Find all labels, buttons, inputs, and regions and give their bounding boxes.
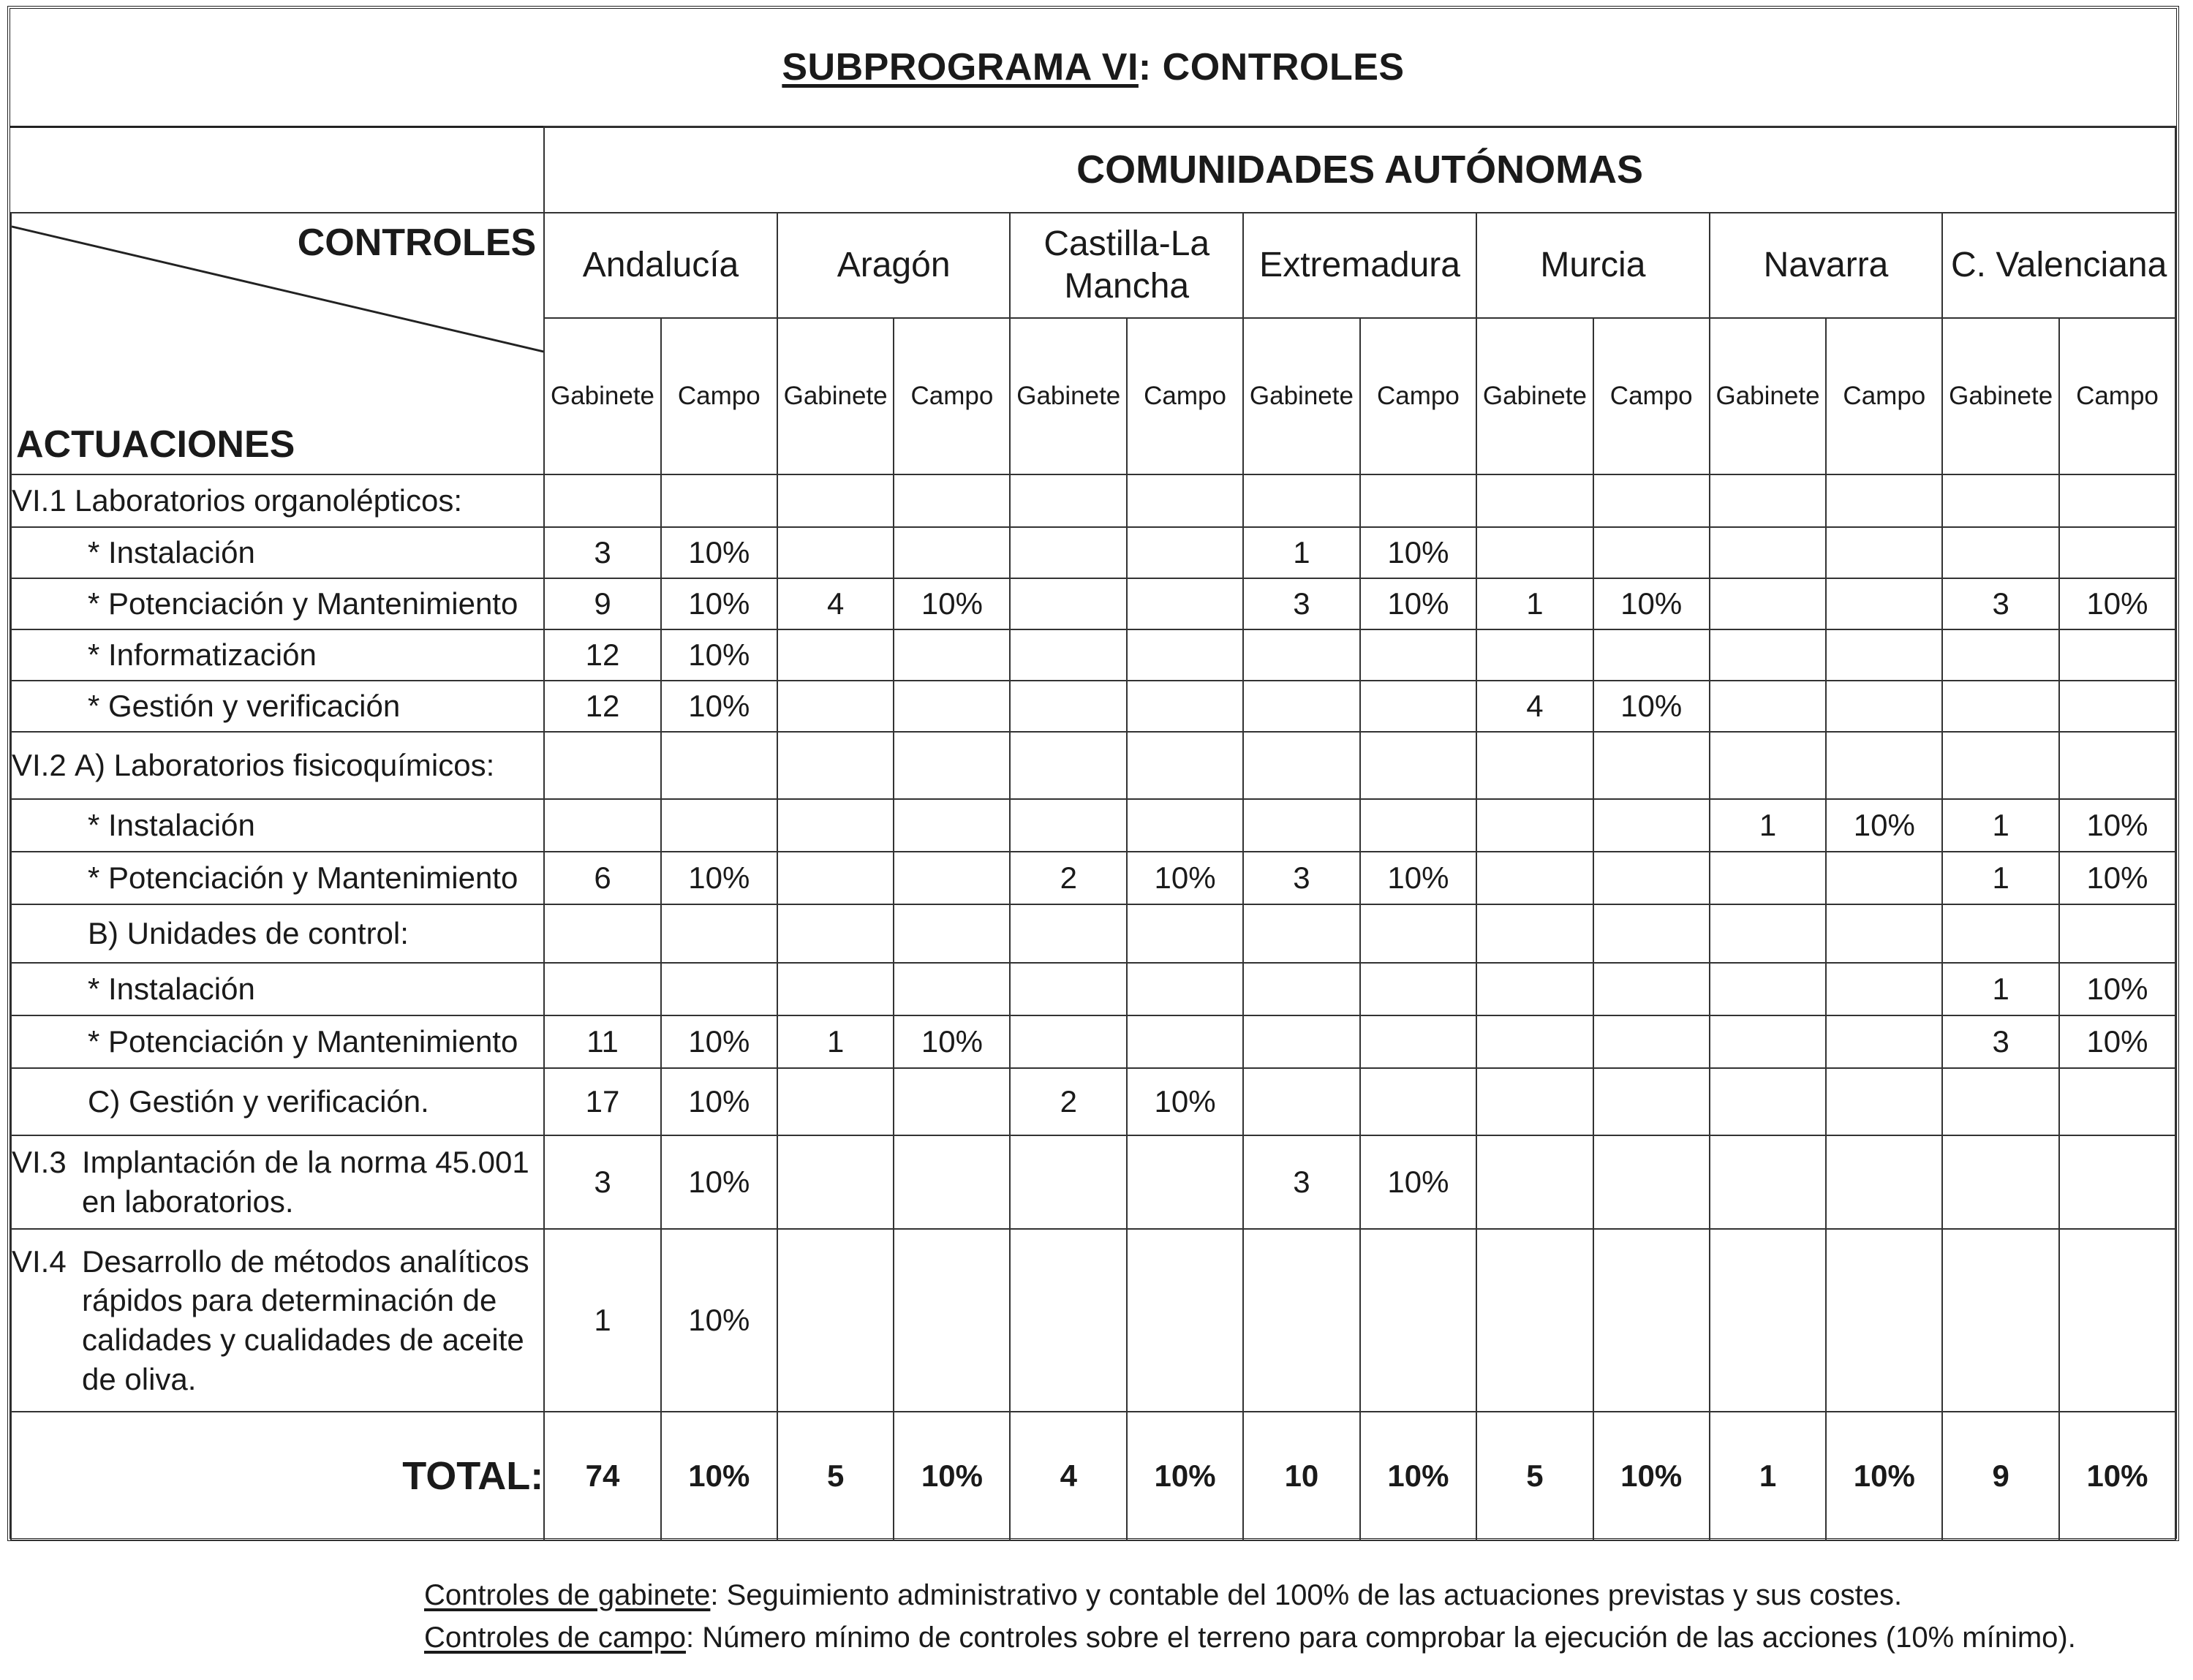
table-row: [11, 629, 2175, 681]
gabinete-cell: 1: [1476, 578, 1593, 629]
gabinete-cell: 1: [544, 1229, 661, 1412]
gabinete-cell: [1942, 629, 2059, 681]
row-label: [11, 904, 544, 963]
gabinete-cell: 1: [1942, 963, 2059, 1015]
gabinete-cell: [1476, 1135, 1593, 1229]
campo-cell: 10%: [1360, 578, 1476, 629]
total-campo-cell: 10%: [1360, 1412, 1476, 1540]
gabinete-cell: [1710, 1015, 1827, 1068]
gabinete-cell: [1010, 474, 1127, 527]
campo-cell: 10%: [1593, 681, 1710, 732]
subheader-gabinete: Gabinete: [1942, 318, 2059, 474]
gabinete-cell: [777, 963, 894, 1015]
gabinete-cell: [1010, 578, 1127, 629]
gabinete-cell: [1010, 629, 1127, 681]
gabinete-cell: [1942, 904, 2059, 963]
row-label: [11, 732, 544, 799]
subheader-gabinete: Gabinete: [1710, 318, 1827, 474]
gabinete-cell: [777, 799, 894, 852]
campo-cell: [1360, 799, 1476, 852]
row-label: [11, 1229, 544, 1412]
row-code: VI.3: [12, 1145, 67, 1180]
gabinete-cell: [1942, 732, 2059, 799]
subheader-campo: Campo: [1593, 318, 1710, 474]
campo-cell: [661, 732, 777, 799]
campo-cell: [1593, 732, 1710, 799]
gabinete-cell: 1: [1710, 799, 1827, 852]
campo-cell: [2059, 629, 2175, 681]
gabinete-cell: [777, 474, 894, 527]
gabinete-cell: [1476, 904, 1593, 963]
campo-cell: [894, 799, 1010, 852]
gabinete-cell: [1476, 963, 1593, 1015]
campo-cell: [1593, 1015, 1710, 1068]
campo-cell: [1360, 474, 1476, 527]
gabinete-cell: 3: [1942, 1015, 2059, 1068]
campo-cell: 10%: [661, 1068, 777, 1135]
note-campo-term: Controles de campo: [424, 1622, 686, 1654]
table-row: [11, 1229, 2175, 1412]
campo-cell: [1360, 963, 1476, 1015]
subheader-campo: Campo: [1127, 318, 1243, 474]
total-gabinete-cell: 10: [1243, 1412, 1360, 1540]
campo-cell: 10%: [661, 681, 777, 732]
gabinete-cell: 6: [544, 852, 661, 904]
gabinete-cell: 11: [544, 1015, 661, 1068]
gabinete-cell: [1710, 1135, 1827, 1229]
gabinete-cell: [1243, 1068, 1360, 1135]
campo-cell: [1593, 474, 1710, 527]
gabinete-cell: [1476, 527, 1593, 578]
gabinete-cell: [1710, 963, 1827, 1015]
gabinete-cell: [1476, 629, 1593, 681]
campo-cell: [1826, 904, 1942, 963]
total-row: [11, 1412, 2175, 1540]
total-campo-cell: 10%: [1593, 1412, 1710, 1540]
gabinete-cell: [1710, 852, 1827, 904]
row-label: [11, 578, 544, 629]
gabinete-cell: 1: [1942, 852, 2059, 904]
campo-cell: [1826, 1135, 1942, 1229]
table-row: [11, 578, 2175, 629]
region-aragon: Aragón: [777, 213, 1011, 318]
campo-cell: [894, 1135, 1010, 1229]
campo-cell: 10%: [661, 1135, 777, 1229]
row-label: [11, 799, 544, 852]
campo-cell: 10%: [2059, 852, 2175, 904]
gabinete-cell: [1710, 1068, 1827, 1135]
region-andalucia: Andalucía: [544, 213, 777, 318]
campo-cell: 10%: [2059, 1015, 2175, 1068]
gabinete-cell: [1710, 904, 1827, 963]
table-row: [11, 904, 2175, 963]
table-row: [11, 681, 2175, 732]
region-castilla-label: Castilla-La Mancha: [1043, 224, 1210, 306]
campo-cell: 10%: [2059, 578, 2175, 629]
campo-cell: [1360, 1015, 1476, 1068]
gabinete-cell: 1: [1942, 799, 2059, 852]
corner-controles: CONTROLES: [297, 222, 537, 264]
subheader-gabinete: Gabinete: [544, 318, 661, 474]
region-murcia: Murcia: [1476, 213, 1710, 318]
gabinete-cell: 4: [1476, 681, 1593, 732]
table-row: [11, 527, 2175, 578]
gabinete-cell: [777, 681, 894, 732]
controls-table: [10, 126, 2176, 1541]
total-gabinete-cell: 5: [777, 1412, 894, 1540]
campo-cell: [1360, 1068, 1476, 1135]
gabinete-cell: [1476, 732, 1593, 799]
campo-cell: [1826, 1229, 1942, 1412]
campo-cell: 10%: [1127, 1068, 1243, 1135]
campo-cell: [1826, 578, 1942, 629]
campo-cell: [2059, 681, 2175, 732]
campo-cell: [1593, 904, 1710, 963]
gabinete-cell: 17: [544, 1068, 661, 1135]
total-campo-cell: 10%: [661, 1412, 777, 1540]
gabinete-cell: 1: [1243, 527, 1360, 578]
campo-cell: 10%: [661, 629, 777, 681]
region-c-valenciana: C. Valenciana: [1942, 213, 2175, 318]
gabinete-cell: [1710, 1229, 1827, 1412]
campo-cell: [1826, 732, 1942, 799]
row-label: [11, 681, 544, 732]
gabinete-cell: [1476, 799, 1593, 852]
total-gabinete-cell: 9: [1942, 1412, 2059, 1540]
campo-cell: 10%: [661, 852, 777, 904]
gabinete-cell: 3: [1243, 578, 1360, 629]
campo-cell: [1826, 1068, 1942, 1135]
gabinete-cell: [544, 904, 661, 963]
campo-cell: [2059, 1135, 2175, 1229]
campo-cell: 10%: [894, 578, 1010, 629]
communities-header: COMUNIDADES AUTÓNOMAS: [544, 126, 2175, 213]
campo-cell: 10%: [661, 527, 777, 578]
row-label-text: Laboratorios organolépticos:: [75, 483, 463, 518]
gabinete-cell: [544, 732, 661, 799]
campo-cell: [1593, 852, 1710, 904]
row-label-text: C) Gestión y verificación.: [88, 1084, 429, 1119]
row-label-text: * Potenciación y Mantenimiento: [88, 860, 518, 895]
gabinete-cell: [1942, 681, 2059, 732]
total-campo-cell: 10%: [894, 1412, 1010, 1540]
row-code: VI.2: [12, 748, 67, 782]
gabinete-cell: [1710, 474, 1827, 527]
row-label: [11, 1135, 544, 1229]
gabinete-cell: [777, 904, 894, 963]
campo-cell: [1127, 963, 1243, 1015]
gabinete-cell: [1243, 1229, 1360, 1412]
gabinete-cell: [1243, 681, 1360, 732]
gabinete-cell: [1010, 1229, 1127, 1412]
note-campo-text: : Número mínimo de controles sobre el terreno para comprobar la ejecución de las acciones (10% mínimo).: [685, 1622, 2076, 1654]
campo-cell: [661, 799, 777, 852]
row-label-text: * Instalación: [88, 808, 255, 842]
campo-cell: [2059, 732, 2175, 799]
row-label-text: Desarrollo de métodos analíticos rápidos para determinación de calidades y cualidades de aceite de oliva.: [82, 1244, 529, 1396]
table-row: [11, 799, 2175, 852]
note-gabinete-text: : Seguimiento administrativo y contable del 100% de las actuaciones previstas y sus costes.: [710, 1579, 1903, 1611]
campo-cell: 10%: [1593, 578, 1710, 629]
subheader-campo: Campo: [1360, 318, 1476, 474]
row-code: VI.4: [12, 1244, 67, 1279]
campo-cell: [894, 904, 1010, 963]
campo-cell: 10%: [1127, 852, 1243, 904]
gabinete-cell: 12: [544, 681, 661, 732]
row-label: [11, 1068, 544, 1135]
campo-cell: [1360, 1229, 1476, 1412]
row-label-text: Implantación de la norma 45.001 en laboratorios.: [82, 1145, 529, 1219]
campo-cell: [1826, 852, 1942, 904]
total-campo-cell: 10%: [1127, 1412, 1243, 1540]
subheader-campo: Campo: [661, 318, 777, 474]
campo-cell: [1127, 629, 1243, 681]
campo-cell: [1826, 681, 1942, 732]
subheader-campo: Campo: [2059, 318, 2175, 474]
gabinete-cell: [1476, 1229, 1593, 1412]
campo-cell: [1360, 681, 1476, 732]
table-row: [11, 474, 2175, 527]
gabinete-cell: [1010, 963, 1127, 1015]
campo-cell: [1360, 629, 1476, 681]
region-navarra: Navarra: [1710, 213, 1943, 318]
subheader-gabinete: Gabinete: [1010, 318, 1127, 474]
campo-cell: [1127, 904, 1243, 963]
gabinete-cell: [1942, 1135, 2059, 1229]
note-gabinete-term: Controles de gabinete: [424, 1579, 711, 1611]
gabinete-cell: [1942, 1068, 2059, 1135]
row-label: [11, 963, 544, 1015]
title-row: [10, 9, 2176, 128]
gabinete-cell: [1710, 681, 1827, 732]
campo-cell: [1593, 799, 1710, 852]
row-label-text: * Potenciación y Mantenimiento: [88, 586, 518, 621]
campo-cell: [661, 904, 777, 963]
campo-cell: [894, 681, 1010, 732]
campo-cell: 10%: [1360, 852, 1476, 904]
gabinete-cell: [1010, 799, 1127, 852]
campo-cell: [1127, 578, 1243, 629]
campo-cell: 10%: [1360, 1135, 1476, 1229]
row-label: [11, 629, 544, 681]
title-underlined: SUBPROGRAMA VI: [782, 46, 1139, 88]
gabinete-cell: [1243, 904, 1360, 963]
gabinete-cell: [777, 732, 894, 799]
campo-cell: [1593, 629, 1710, 681]
total-gabinete-cell: 74: [544, 1412, 661, 1540]
campo-cell: [1593, 1068, 1710, 1135]
gabinete-cell: [544, 474, 661, 527]
gabinete-cell: [1243, 1015, 1360, 1068]
table-row: [11, 732, 2175, 799]
gabinete-cell: [544, 963, 661, 1015]
table-row: [11, 1015, 2175, 1068]
gabinete-cell: [1243, 629, 1360, 681]
campo-cell: [894, 1229, 1010, 1412]
subheader-gabinete: Gabinete: [777, 318, 894, 474]
gabinete-cell: [1942, 1229, 2059, 1412]
note-campo: [424, 1622, 2076, 1654]
subheader-campo: Campo: [894, 318, 1010, 474]
campo-cell: [1127, 1229, 1243, 1412]
title-rest: : CONTROLES: [1138, 46, 1405, 88]
gabinete-cell: [1010, 904, 1127, 963]
subheader-campo: Campo: [1826, 318, 1942, 474]
total-gabinete-cell: 5: [1476, 1412, 1593, 1540]
campo-cell: [1826, 629, 1942, 681]
row-label-text: A) Laboratorios fisicoquímicos:: [75, 748, 495, 782]
gabinete-cell: [1010, 1135, 1127, 1229]
row-label-text: * Potenciación y Mantenimiento: [88, 1024, 518, 1059]
row-label: [11, 852, 544, 904]
campo-cell: [2059, 904, 2175, 963]
region-extremadura: Extremadura: [1243, 213, 1476, 318]
note-gabinete: [424, 1579, 1902, 1612]
page-title: [782, 45, 1404, 89]
row-label-text: * Instalación: [88, 972, 255, 1006]
row-label-text: * Informatización: [88, 637, 317, 672]
gabinete-cell: [1476, 474, 1593, 527]
campo-cell: [1826, 527, 1942, 578]
gabinete-cell: 4: [777, 578, 894, 629]
campo-cell: 10%: [661, 1229, 777, 1412]
total-gabinete-cell: 4: [1010, 1412, 1127, 1540]
subheader-gabinete: Gabinete: [1243, 318, 1360, 474]
campo-cell: [2059, 1229, 2175, 1412]
campo-cell: 10%: [661, 1015, 777, 1068]
table-row: [11, 1068, 2175, 1135]
total-label: TOTAL:: [11, 1412, 544, 1540]
campo-cell: [661, 963, 777, 1015]
gabinete-cell: [1710, 578, 1827, 629]
gabinete-cell: [1476, 1015, 1593, 1068]
campo-cell: [894, 629, 1010, 681]
gabinete-cell: [1243, 799, 1360, 852]
row-label: [11, 474, 544, 527]
corner-actuaciones: ACTUACIONES: [16, 423, 295, 466]
gabinete-cell: [777, 1229, 894, 1412]
campo-cell: [894, 732, 1010, 799]
gabinete-cell: [1010, 732, 1127, 799]
row-label-text: * Instalación: [88, 535, 255, 570]
gabinete-cell: [777, 527, 894, 578]
gabinete-cell: [1710, 629, 1827, 681]
subheader-gabinete: Gabinete: [1476, 318, 1593, 474]
campo-cell: [1127, 732, 1243, 799]
gabinete-cell: [1942, 474, 2059, 527]
row-label: [11, 527, 544, 578]
gabinete-cell: [1010, 681, 1127, 732]
gabinete-cell: [1942, 527, 2059, 578]
gabinete-cell: 3: [1942, 578, 2059, 629]
gabinete-cell: [1243, 474, 1360, 527]
campo-cell: [1826, 474, 1942, 527]
gabinete-cell: [1010, 1015, 1127, 1068]
campo-cell: [1360, 904, 1476, 963]
campo-cell: [894, 527, 1010, 578]
table-row: [11, 852, 2175, 904]
campo-cell: 10%: [894, 1015, 1010, 1068]
gabinete-cell: [1010, 527, 1127, 578]
gabinete-cell: [1710, 527, 1827, 578]
campo-cell: 10%: [2059, 799, 2175, 852]
gabinete-cell: [544, 799, 661, 852]
region-castilla-la-mancha: [1010, 213, 1243, 318]
campo-cell: [1593, 963, 1710, 1015]
gabinete-cell: [1243, 732, 1360, 799]
gabinete-cell: 1: [777, 1015, 894, 1068]
gabinete-cell: 3: [1243, 1135, 1360, 1229]
campo-cell: [661, 474, 777, 527]
gabinete-cell: [1243, 963, 1360, 1015]
campo-cell: [1826, 1015, 1942, 1068]
corner-cell: [11, 213, 544, 474]
gabinete-cell: [777, 852, 894, 904]
table-row: [11, 963, 2175, 1015]
campo-cell: 10%: [1826, 799, 1942, 852]
campo-cell: [894, 963, 1010, 1015]
gabinete-cell: [1476, 852, 1593, 904]
gabinete-cell: 2: [1010, 1068, 1127, 1135]
campo-cell: [1127, 1135, 1243, 1229]
campo-cell: [1127, 799, 1243, 852]
total-campo-cell: 10%: [2059, 1412, 2175, 1540]
campo-cell: [894, 474, 1010, 527]
row-code: VI.1: [12, 483, 67, 518]
gabinete-cell: 3: [544, 1135, 661, 1229]
campo-cell: 10%: [2059, 963, 2175, 1015]
row-label-text: * Gestión y verificación: [88, 689, 401, 723]
row-label: [11, 1015, 544, 1068]
gabinete-cell: [777, 629, 894, 681]
campo-cell: 10%: [1360, 527, 1476, 578]
campo-cell: [894, 852, 1010, 904]
gabinete-cell: [777, 1135, 894, 1229]
total-gabinete-cell: 1: [1710, 1412, 1827, 1540]
campo-cell: [894, 1068, 1010, 1135]
gabinete-cell: 3: [544, 527, 661, 578]
gabinete-cell: 3: [1243, 852, 1360, 904]
gabinete-cell: [1710, 732, 1827, 799]
campo-cell: [1593, 527, 1710, 578]
campo-cell: [1127, 527, 1243, 578]
row-label-text: B) Unidades de control:: [88, 916, 409, 950]
campo-cell: [2059, 527, 2175, 578]
gabinete-cell: [777, 1068, 894, 1135]
campo-cell: 10%: [661, 578, 777, 629]
campo-cell: [1127, 681, 1243, 732]
table-row: [11, 1135, 2175, 1229]
campo-cell: [1593, 1229, 1710, 1412]
campo-cell: [2059, 1068, 2175, 1135]
table-frame: [7, 6, 2179, 1541]
campo-cell: [2059, 474, 2175, 527]
gabinete-cell: [1476, 1068, 1593, 1135]
blank-header-cell: [11, 126, 544, 213]
gabinete-cell: 9: [544, 578, 661, 629]
gabinete-cell: 12: [544, 629, 661, 681]
total-campo-cell: 10%: [1826, 1412, 1942, 1540]
campo-cell: [1593, 1135, 1710, 1229]
campo-cell: [1127, 474, 1243, 527]
gabinete-cell: 2: [1010, 852, 1127, 904]
campo-cell: [1826, 963, 1942, 1015]
campo-cell: [1127, 1015, 1243, 1068]
campo-cell: [1360, 732, 1476, 799]
